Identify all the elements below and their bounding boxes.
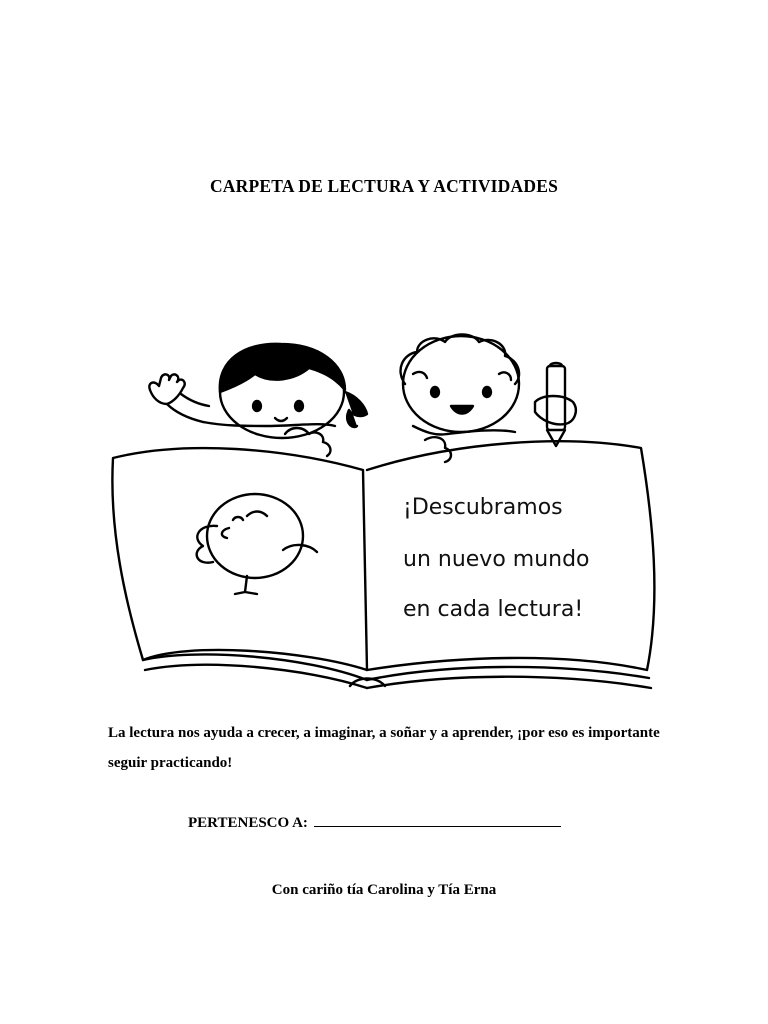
owner-field [188,812,561,832]
chick-drawing [197,494,317,594]
signature-line: Con cariño tía Carolina y Tía Erna [271,882,497,898]
boy-figure [401,335,576,463]
owner-label: PERTENESCO A: [188,815,308,831]
page-title: CARPETA DE LECTURA Y ACTIVIDADES [209,176,559,196]
book-message-line-1: ¡Descubramos [403,495,563,520]
intro-paragraph: La lectura nos ayuda a crecer, a imaginar, a soñar y a aprender, ¡por eso es importante seguir practicando! [108,725,660,771]
girl-figure [149,344,367,456]
owner-name-line[interactable] [314,812,561,827]
book-message-line-2: un nuevo mundo [403,547,590,572]
book-message-line-3: en cada lectura! [403,597,584,622]
reading-illustration [95,330,675,700]
